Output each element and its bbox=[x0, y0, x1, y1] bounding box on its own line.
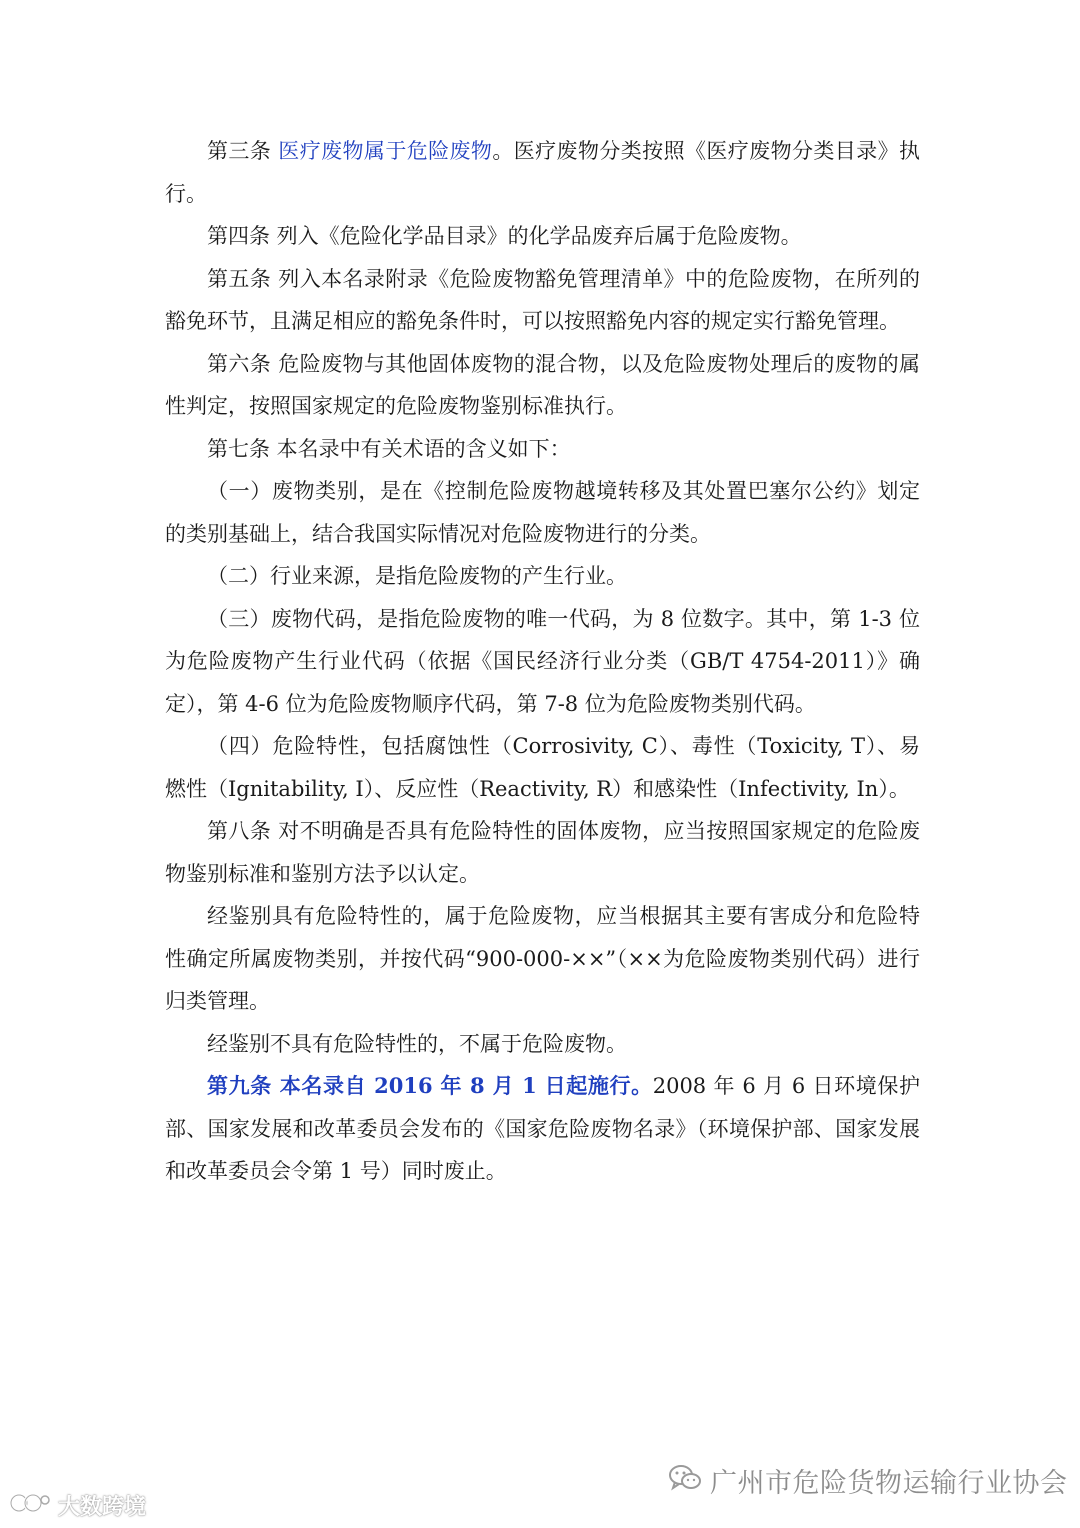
paragraph-art7-4 bbox=[165, 725, 920, 810]
text-segment: （二）行业来源，是指危险废物的产生行业。 bbox=[207, 564, 627, 588]
text-segment: 第七条 本名录中有关术语的含义如下： bbox=[207, 436, 571, 461]
text-segment: 医疗废物属于危险废物 bbox=[278, 139, 493, 163]
text-segment: （一）废物类别，是在《控制危险废物越境转移及其处置巴塞尔公约》划定的类别基础上，结合我国实际情况对危险废物进行的分类。 bbox=[165, 479, 920, 546]
wechat-watermark bbox=[668, 1458, 1068, 1502]
paragraph-art8 bbox=[165, 810, 920, 895]
paragraph-art4 bbox=[165, 215, 920, 258]
paragraph-art7-2 bbox=[165, 555, 920, 598]
site-mark-label: 大数跨境 bbox=[58, 1494, 147, 1520]
paragraph-art3 bbox=[165, 130, 920, 215]
paragraph-art7 bbox=[165, 428, 920, 471]
wechat-icon bbox=[668, 1463, 702, 1497]
site-watermark bbox=[8, 1488, 146, 1522]
paragraph-art8-a bbox=[165, 895, 920, 1023]
paragraph-art9 bbox=[165, 1065, 920, 1193]
paragraph-art5 bbox=[165, 258, 920, 343]
text-segment: 第三条 bbox=[207, 139, 279, 163]
text-segment: 经鉴别具有危险特性的，属于危险废物，应当根据其主要有害成分和危险特性确定所属废物类别，并按代码“900-000-××”（××为危险废物类别代码）进行归类管理。 bbox=[165, 904, 920, 1013]
document-body bbox=[165, 130, 920, 1193]
paragraph-art7-1 bbox=[165, 470, 920, 555]
chain-logo-icon bbox=[8, 1490, 52, 1520]
text-segment: 第五条 列入本名录附录《危险废物豁免管理清单》中的危险废物，在所列的豁免环节，且满足相应的豁免条件时，可以按照豁免内容的规定实行豁免管理。 bbox=[165, 266, 920, 333]
text-segment: （四）危险特性，包括腐蚀性（Corrosivity, C）、毒性（Toxicity, T）、易燃性（Ignitability, I）、反应性（Reactivity, R）和感染性（Infectivity, In）。 bbox=[165, 734, 920, 801]
text-segment: 2008 年 6 月 6 日环境保护部、国家发展和改革委员会发布的《国家危险废物名录》（环境保护部、国家发展和改革委员会令第 1 号）同时废止。 bbox=[165, 1074, 920, 1183]
text-segment: 第八条 对不明确是否具有危险特性的固体废物，应当按照国家规定的危险废物鉴别标准和鉴别方法予以认定。 bbox=[165, 819, 920, 886]
paragraph-art7-3 bbox=[165, 598, 920, 726]
wechat-account-name: 广州市危险货物运输行业协会 bbox=[710, 1467, 1068, 1499]
text-segment: 。医疗废物分类按照《医疗废物分类目录》执行。 bbox=[165, 139, 921, 206]
text-segment: 经鉴别不具有危险特性的，不属于危险废物。 bbox=[207, 1031, 627, 1056]
text-segment: 第六条 危险废物与其他固体废物的混合物，以及危险废物处理后的废物的属性判定，按照国家规定的危险废物鉴别标准执行。 bbox=[165, 351, 920, 418]
paragraph-art8-b bbox=[165, 1023, 920, 1066]
paragraph-art6 bbox=[165, 343, 920, 428]
text-segment: （三）废物代码，是指危险废物的唯一代码，为 8 位数字。其中，第 1-3 位为危险废物产生行业代码（依据《国民经济行业分类（GB/T 4754-2011）》确定），第 4-6 位为危险废物顺序代码，第 7-8 位为危险废物类别代码。 bbox=[165, 606, 920, 716]
text-segment: 第四条 列入《危险化学品目录》的化学品废弃后属于危险废物。 bbox=[207, 224, 802, 248]
text-segment: 第九条 本名录自 2016 年 8 月 1 日起施行。 bbox=[207, 1073, 653, 1098]
